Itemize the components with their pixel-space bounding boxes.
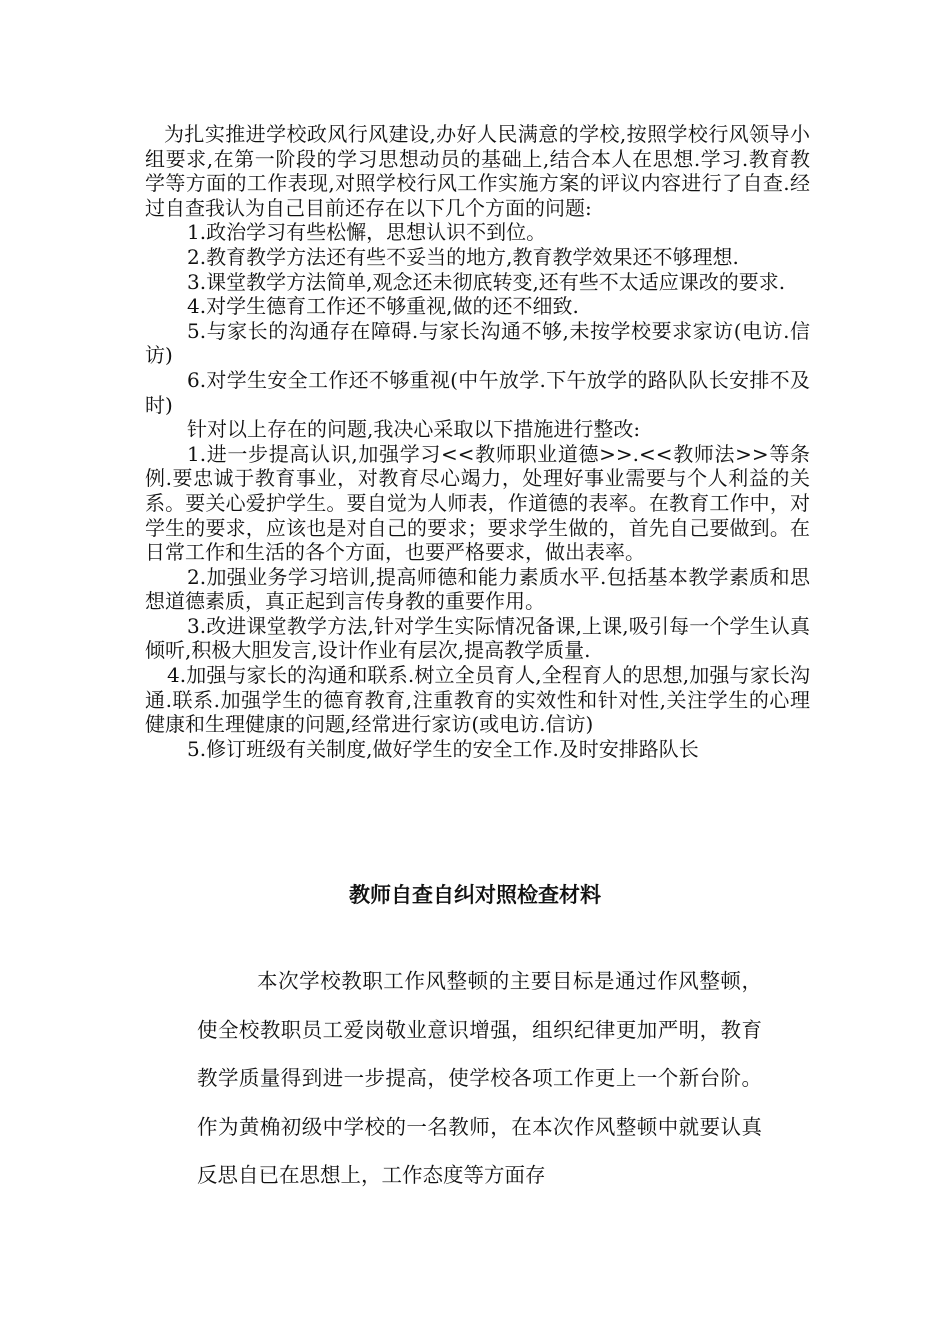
measure-item-4: 4.加强与家长的沟通和联系.树立全员育人,全程育人的思想,加强与家长沟通.联系.加强学生的德育教育,注重教育的实效性和针对性,关注学生的心理健康和生理健康的问题,经常进行家访(或电访.信访) [145,663,810,737]
problem-item-1: 1.政治学习有些松懈，思想认识不到位。 [187,220,547,245]
measure-item-2: 2.加强业务学习培训,提高师德和能力素质水平.包括基本教学素质和思想道德素质，真正起到言传身教的重要作用。 [145,564,810,614]
self-check-section [145,122,810,761]
problem-item-5: 5.与家长的沟通存在障碍.与家长沟通不够,未按学校要求家访(电访.信访) [145,318,810,368]
measure-item-3: 3.改进课堂教学方法,针对学生实际情况备课,上课,吸引每一个学生认真倾听,积极大胆发言,设计作业有层次,提高教学质量. [145,613,810,663]
measure-item-1: 1.进一步提高认识,加强学习<<教师职业道德>>.<<教师法>>等条例.要忠诚于教育事业，对教育尽心竭力，处理好事业需要与个人利益的关系。要关心爱护学生。要自觉为人师表，作道德的表率。在教育工作中，对学生的要求，应该也是对自己的要求；要求学生做的，首先自己要做到。在日常工作和生活的各个方面，也要严格要求，做出表率。 [145,441,810,565]
measures-intro: 针对以上存在的问题,我决心采取以下措施进行整改: [187,417,641,442]
problem-item-3: 3.课堂教学方法简单,观念还未彻底转变,还有些不太适应课改的要求. [187,269,786,294]
problem-item-6: 6.对学生安全工作还不够重视(中午放学.下午放学的路队队长安排不及时) [145,367,810,417]
document-title: 教师自查自纠对照检查材料 [349,883,601,907]
problem-item-2: 2.教育教学方法还有些不妥当的地方,教育教学效果还不够理想. [187,244,739,269]
intro-paragraph: 为扎实推进学校政风行风建设,办好人民满意的学校,按照学校行风领导小组要求,在第一阶段的学习思想动员的基础上,结合本人在思想.学习.教育教学等方面的工作表现,对照学校行风工作实施方案的评议内容进行了自查.经过自查我认为自己目前还存在以下几个方面的问题: [145,122,810,220]
measure-item-5: 5.修订班级有关制度,做好学生的安全工作.及时安排路队长 [187,736,699,761]
body-paragraph: 本次学校教职工作风整顿的主要目标是通过作风整顿，使全校教职员工爱岗敬业意识增强，组织纪律更加严明，教育教学质量得到进一步提高，使学校各项工作更上一个新台阶。作为黄桷初级中学校的一名教师，在本次作风整顿中就要认真反思自已在思想上，工作态度等方面存 [197,969,762,1188]
problem-item-4: 4.对学生德育工作还不够重视,做的还不细致. [187,294,579,319]
